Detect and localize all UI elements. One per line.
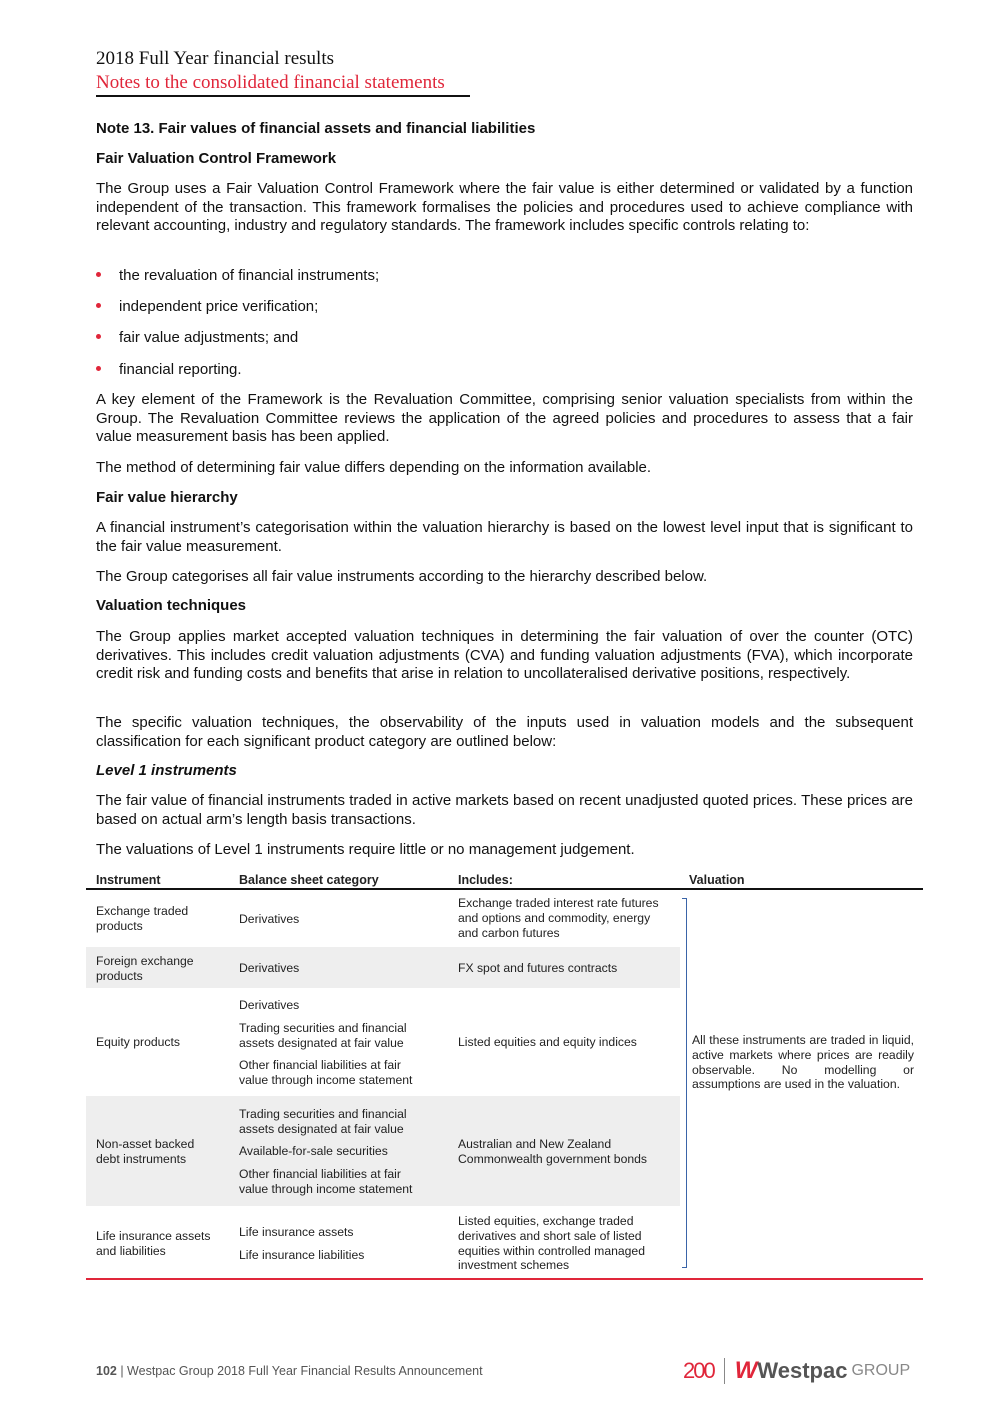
header-rule (96, 95, 470, 97)
bullet-icon (96, 366, 101, 371)
hierarchy-paragraph-2: The Group categorises all fair value instruments according to the hierarchy described below. (96, 568, 708, 585)
fvcf-paragraph: The Group uses a Fair Valuation Control Framework where the fair value is either determined or validated by a function independent of the transaction. This framework formalises the policies and procedures used to achieve compliance with relevant accounting, industry and regulatory standards. The framework includes specific controls relating to: (96, 180, 913, 235)
document-subtitle: Notes to the consolidated financial statements (96, 72, 445, 93)
table-row: Life insurance assets and liabilities Life insurance assets Life insurance liabilities Listed equities, exchange traded derivatives and short sale of listed equities within controlled managed investment schemes (96, 1214, 645, 1273)
col-header-category: Balance sheet category (239, 873, 379, 887)
valuation-bracket (682, 898, 687, 1268)
col-header-valuation: Valuation (689, 873, 745, 887)
level1-heading: Level 1 instruments (96, 762, 237, 779)
method-paragraph: The method of determining fair value differs depending on the information available. (96, 459, 652, 476)
bullet-item: financial reporting. (96, 361, 242, 378)
table-bottom-rule (86, 1278, 923, 1280)
westpac-logo: 200 W Westpac GROUP (683, 1357, 911, 1384)
level1-paragraph: The fair value of financial instruments traded in active markets based on recent unadjusted quoted prices. These prices are based on actual arm’s length basis transactions. (96, 792, 913, 828)
hierarchy-heading: Fair value hierarchy (96, 489, 238, 506)
document-title: 2018 Full Year financial results (96, 48, 335, 69)
key-element-paragraph: A key element of the Framework is the Revaluation Committee, comprising senior valuation specialists from within the Group. The Revaluation Committee reviews the application of the agreed policies and procedures to assess that a fair value measurement basis has been applied. (96, 391, 913, 446)
fvcf-heading: Fair Valuation Control Framework (96, 150, 337, 167)
col-header-instrument: Instrument (96, 873, 161, 887)
hierarchy-paragraph: A financial instrument’s categorisation within the valuation hierarchy is based on the lowest level input that is significant to the fair value measurement. (96, 519, 913, 555)
valuation-text: All these instruments are traded in liquid, active markets where prices are readily observable. No modelling or assumptions are used in the valuation. (692, 1033, 914, 1092)
techniques-paragraph-2: The specific valuation techniques, the observability of the inputs used in valuation models and the subsequent classification for each significant product category are outlined below: (96, 714, 913, 750)
bullet-icon (96, 272, 101, 277)
note-title: Note 13. Fair values of financial assets and financial liabilities (96, 120, 536, 137)
bullet-item: independent price verification; (96, 298, 318, 315)
footer-text: 102 | Westpac Group 2018 Full Year Financial Results Announcement (96, 1364, 483, 1378)
techniques-paragraph: The Group applies market accepted valuation techniques in determining the fair valuation of over the counter (OTC) derivatives. This includes credit valuation adjustments (CVA) and funding valuation adjustments (FVA), which incorporate credit risk and funding costs and benefits that arise in relation to uncollateralised derivative positions, respectively. (96, 628, 913, 683)
techniques-heading: Valuation techniques (96, 597, 247, 614)
level1-paragraph-2: The valuations of Level 1 instruments require little or no management judgement. (96, 841, 635, 858)
table-row: Non-asset backed debt instruments Trading securities and financial assets designated at fair value Available-for-sale securities Other financial liabilities at fair value through income statement Australian and New Zealand Commonwealth government bonds (86, 1096, 680, 1206)
bullet-icon (96, 303, 101, 308)
bullet-icon (96, 334, 101, 339)
table-row: Foreign exchange products Derivatives FX spot and futures contracts (86, 947, 680, 988)
col-header-includes: Includes: (458, 873, 513, 887)
bullet-item: fair value adjustments; and (96, 329, 298, 346)
table-row: Equity products Derivatives Trading securities and financial assets designated at fair value Other financial liabilities at fair value through income statement Listed equities and equity indices (96, 998, 637, 1087)
table-row: Exchange traded products Derivatives Exchange traded interest rate futures and options and commodity, energy and carbon futures (96, 896, 659, 940)
bullet-item: the revaluation of financial instruments; (96, 267, 379, 284)
